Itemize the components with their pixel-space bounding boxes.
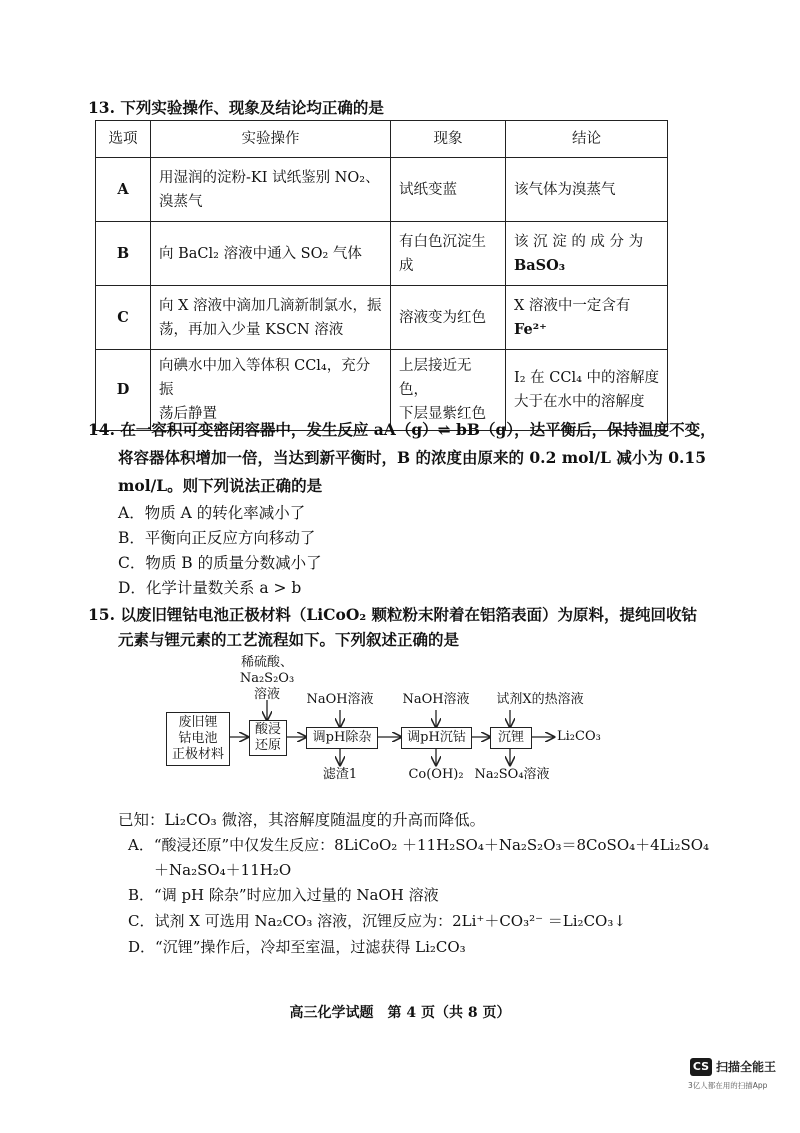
camscanner-logo-icon: CS bbox=[690, 1058, 712, 1076]
step-ph-cobalt-box: 调pH沉钴 bbox=[401, 727, 472, 749]
page-footer: 高三化学试题 第 4 页（共 8 页） bbox=[289, 1005, 511, 1021]
start-line3: 正极材料 bbox=[171, 747, 224, 762]
reagent2-label: NaOH溶液 bbox=[306, 692, 374, 707]
cell-line: 该 沉 淀 的 成 分 为 bbox=[514, 233, 644, 250]
start-line2: 钴电池 bbox=[178, 731, 218, 746]
cell-line: 向 X 溶液中滴加几滴新制氯水，振 bbox=[159, 297, 382, 314]
step1-line1: 酸浸 bbox=[254, 722, 281, 737]
cell-line: 大于在水中的溶解度 bbox=[514, 394, 645, 410]
reagent1-label bbox=[238, 655, 296, 703]
q15-option-a[interactable]: A．“酸浸还原”中仅发生反应：8LiCoO₂ ＋11H₂SO₄＋Na₂S₂O₃＝8CoSO₄＋4Li₂SO₄ bbox=[128, 836, 710, 854]
q14-option-d[interactable]: D．化学计量数关系 a > b bbox=[118, 579, 302, 597]
reagent1-line2: Na₂S₂O₃ bbox=[239, 671, 295, 686]
cell-line: 溶液变为红色 bbox=[399, 309, 486, 326]
q15-option-c[interactable]: C．试剂 X 可选用 Na₂CO₃ 溶液，沉锂反应为：2Li⁺＋CO₃²⁻ ＝Li₂CO₃↓ bbox=[128, 912, 626, 930]
cell-line: BaSO₃ bbox=[514, 256, 566, 274]
q14-option-c[interactable]: C．物质 B 的质量分数减小了 bbox=[118, 554, 322, 572]
q14-option-b[interactable]: B．平衡向正反应方向移动了 bbox=[118, 529, 316, 547]
output3-label: Na₂SO₄溶液 bbox=[474, 767, 550, 782]
output2-label: Co(OH)₂ bbox=[408, 767, 464, 782]
cell-line: 成 bbox=[399, 257, 414, 274]
cell-line: 有白色沉淀生 bbox=[399, 233, 486, 250]
q15-option-b[interactable]: B．“调 pH 除杂”时应加入过量的 NaOH 溶液 bbox=[128, 886, 439, 904]
output1-label: 滤渣1 bbox=[322, 767, 358, 782]
col-header-phenomenon: 现象 bbox=[391, 121, 506, 158]
cell-line: 上层接近无色， bbox=[399, 358, 472, 398]
col-header-conclusion: 结论 bbox=[506, 121, 668, 158]
camscanner-name: 扫描全能王 bbox=[716, 1060, 777, 1074]
step-acid-leach-box bbox=[249, 720, 287, 756]
cell-line: 荡，再加入少量 KSCN 溶液 bbox=[159, 321, 344, 338]
q14-stem-line2: 将容器体积增加一倍，当达到新平衡时，B 的浓度由原来的 0.2 mol/L 减小为 0.15 bbox=[118, 448, 706, 467]
col-header-operation: 实验操作 bbox=[151, 121, 391, 158]
cell-line: 荡后静置 bbox=[159, 406, 217, 422]
cell-line: 下层显紫红色 bbox=[399, 406, 486, 422]
cell-line: X 溶液中一定含有 bbox=[514, 297, 631, 314]
reagent3-label: NaOH溶液 bbox=[402, 692, 470, 707]
reagent1-line3: 溶液 bbox=[253, 687, 280, 702]
q14-stem-line1: 14. 在一容积可变密闭容器中，发生反应 aA（g）⇌ bB（g），达平衡后，保持温度不变， bbox=[88, 420, 716, 439]
cell-line: 溴蒸气 bbox=[159, 193, 203, 210]
step-ph-impurity-box: 调pH除杂 bbox=[306, 727, 378, 749]
cell-line: 试纸变蓝 bbox=[399, 181, 457, 198]
q15-option-d[interactable]: D．“沉锂”操作后，冷却至室温，过滤获得 Li₂CO₃ bbox=[128, 938, 466, 956]
cell-line: 该气体为溴蒸气 bbox=[514, 181, 616, 198]
q15-known: 已知：Li₂CO₃ 微溶，其溶解度随温度的升高而降低。 bbox=[118, 811, 486, 829]
row-option: D bbox=[96, 350, 151, 431]
product-label: Li₂CO₃ bbox=[557, 729, 601, 744]
col-header-option: 选项 bbox=[96, 121, 151, 158]
q15-option-a-cont: ＋Na₂SO₄＋11H₂O bbox=[154, 861, 292, 879]
q14-option-a[interactable]: A．物质 A 的转化率减小了 bbox=[118, 504, 306, 522]
cell-line: 用湿润的淀粉-KI 试纸鉴别 NO₂、 bbox=[159, 169, 380, 186]
q15-stem-line2: 元素与锂元素的工艺流程如下。下列叙述正确的是 bbox=[118, 630, 460, 649]
cell-line: 向 BaCl₂ 溶液中通入 SO₂ 气体 bbox=[159, 245, 362, 262]
cell-line: 向碘水中加入等体积 CCl₄，充分振 bbox=[159, 358, 371, 398]
cell-line: Fe²⁺ bbox=[514, 320, 547, 338]
q13-stem: 13. 下列实验操作、现象及结论均正确的是 bbox=[88, 98, 384, 117]
start-line1: 废旧锂 bbox=[178, 715, 218, 730]
cell-line: I₂ 在 CCl₄ 中的溶解度 bbox=[514, 370, 660, 386]
q15-stem-line1: 15. 以废旧锂钴电池正极材料（LiCoO₂ 颗粒粉末附着在铝箔表面）为原料，提纯回收钴 bbox=[88, 605, 698, 624]
row-option: C bbox=[96, 286, 151, 350]
camscanner-tagline: 3亿人都在用的扫描App bbox=[688, 1081, 768, 1090]
q14-stem-line3: mol/L。则下列说法正确的是 bbox=[118, 476, 323, 495]
row-option: B bbox=[96, 222, 151, 286]
reagent4-label: 试剂X的热溶液 bbox=[496, 692, 584, 707]
reagent1-line1: 稀硫酸、 bbox=[240, 655, 293, 670]
step-lithium-box: 沉锂 bbox=[490, 727, 532, 749]
start-material-box bbox=[166, 712, 230, 766]
step1-line2: 还原 bbox=[254, 738, 281, 753]
row-option: A bbox=[96, 158, 151, 222]
